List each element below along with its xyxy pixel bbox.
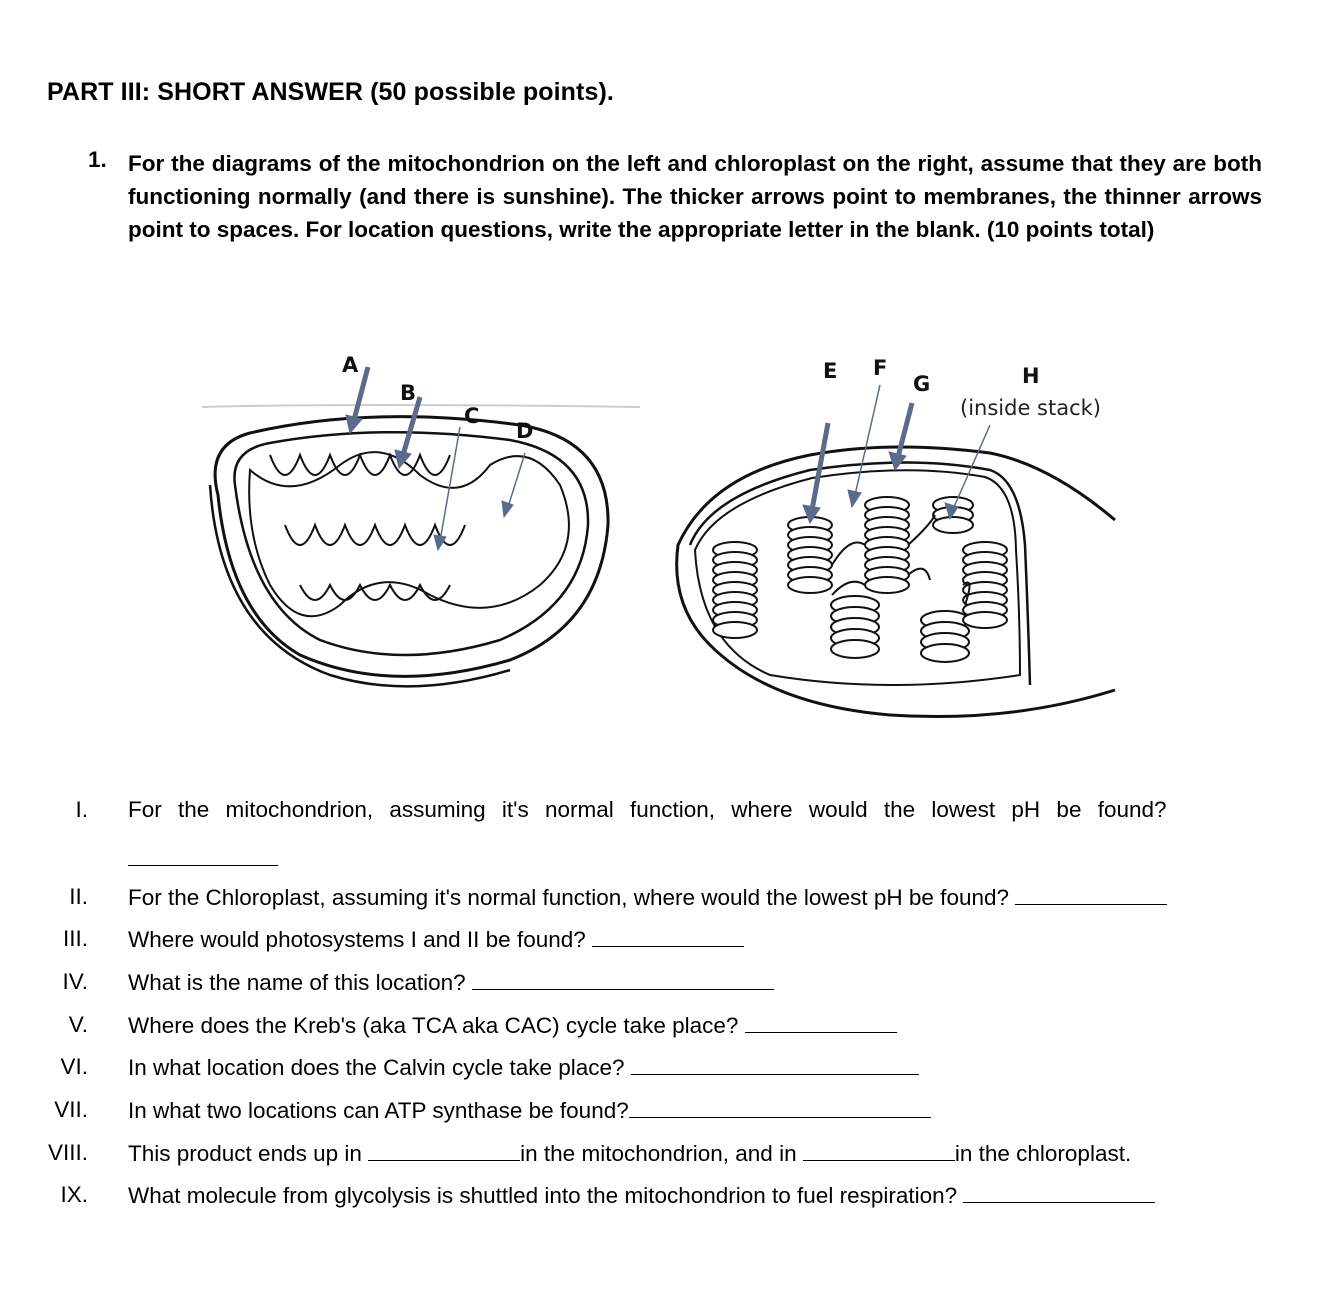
subquestion-text-body: In what location does the Calvin cycle take place?	[128, 1055, 625, 1080]
part-title: PART III: SHORT ANSWER (50 possible points).	[47, 78, 614, 106]
subquestion-text-body: Where does the Kreb's (aka TCA aka CAC) cycle take place?	[128, 1013, 739, 1038]
subquestion-1	[0, 797, 1338, 827]
label-D: D	[516, 419, 534, 443]
subquestion-text	[128, 884, 1167, 911]
question-1-text: For the diagrams of the mitochondrion on the left and chloroplast on the right, assume that they are both functioning normally (and there is sunshine). The thicker arrows point to membranes, the thinner arrows point to spaces. For location questions, write the appropriate letter in the blank. (10 points total)	[128, 151, 1262, 242]
subquestion-number: II.	[69, 884, 88, 909]
subquestion-text	[128, 1097, 931, 1124]
subquestion-text-part-c: in the chloroplast.	[954, 1141, 1132, 1166]
subquestion-text-part-b: in the mitochondrion, and in	[520, 1141, 797, 1166]
answer-blank-6[interactable]	[631, 1054, 919, 1075]
label-E: E	[823, 359, 838, 383]
subquestion-7	[0, 1097, 1338, 1127]
answer-blank-2[interactable]	[1015, 884, 1167, 905]
subquestion-4	[0, 969, 1338, 999]
label-H: H	[1022, 364, 1040, 388]
subquestion-3	[0, 926, 1338, 956]
subquestion-9	[0, 1182, 1338, 1212]
subquestion-text-body: What is the name of this location?	[128, 970, 466, 995]
subquestion-text-body: For the Chloroplast, assuming it's normal function, where would the lowest pH be found?	[128, 885, 1010, 910]
subquestion-text	[128, 1140, 1131, 1167]
answer-blank-8b[interactable]	[803, 1140, 955, 1161]
subquestion-number: IV.	[62, 969, 88, 994]
grana-stacks	[713, 497, 1007, 662]
subquestion-5	[0, 1012, 1338, 1042]
organelle-diagram	[190, 345, 1130, 745]
subquestion-text	[128, 969, 774, 996]
subquestion-6	[0, 1054, 1338, 1084]
subquestion-text	[128, 1054, 919, 1081]
question-1-number: 1.	[88, 147, 107, 172]
subquestion-text-body: Where would photosystems I and II be found?	[128, 927, 586, 952]
subquestion-number: VIII.	[47, 1140, 88, 1165]
subquestion-number: V.	[68, 1012, 88, 1037]
answer-blank-3[interactable]	[592, 926, 744, 947]
subquestion-number: I.	[75, 797, 88, 822]
answer-blank-1[interactable]	[128, 865, 278, 866]
answer-blank-8a[interactable]	[368, 1140, 520, 1161]
subquestion-text	[128, 797, 1262, 823]
answer-blank-9[interactable]	[963, 1182, 1155, 1203]
subquestion-8	[0, 1140, 1338, 1170]
label-C: C	[464, 404, 480, 428]
subquestion-number: IX.	[60, 1182, 88, 1207]
subquestion-text-body: What molecule from glycolysis is shuttled into the mitochondrion to fuel respiration?	[128, 1183, 958, 1208]
subquestion-text-body: In what two locations can ATP synthase be found?	[128, 1098, 629, 1123]
subquestion-text	[128, 926, 744, 953]
subquestion-text	[128, 1012, 897, 1039]
label-B: B	[400, 381, 417, 405]
subquestion-text-body: For the mitochondrion, assuming it's normal function, where would the lowest pH be found?	[128, 797, 1167, 822]
answer-blank-4[interactable]	[472, 969, 774, 990]
label-F: F	[873, 356, 888, 380]
label-A: A	[342, 353, 359, 377]
subquestion-number: III.	[62, 926, 88, 951]
answer-blank-7[interactable]	[629, 1097, 931, 1118]
subquestion-number: VI.	[60, 1054, 88, 1079]
label-H-note: (inside stack)	[960, 396, 1101, 420]
subquestion-2	[0, 884, 1338, 914]
label-G: G	[913, 372, 931, 396]
mitochondrion-drawing	[202, 405, 640, 686]
subquestion-number: VII.	[54, 1097, 88, 1122]
answer-blank-5[interactable]	[745, 1012, 897, 1033]
subquestion-text-part-a: This product ends up in	[128, 1141, 362, 1166]
subquestion-text	[128, 1182, 1155, 1209]
